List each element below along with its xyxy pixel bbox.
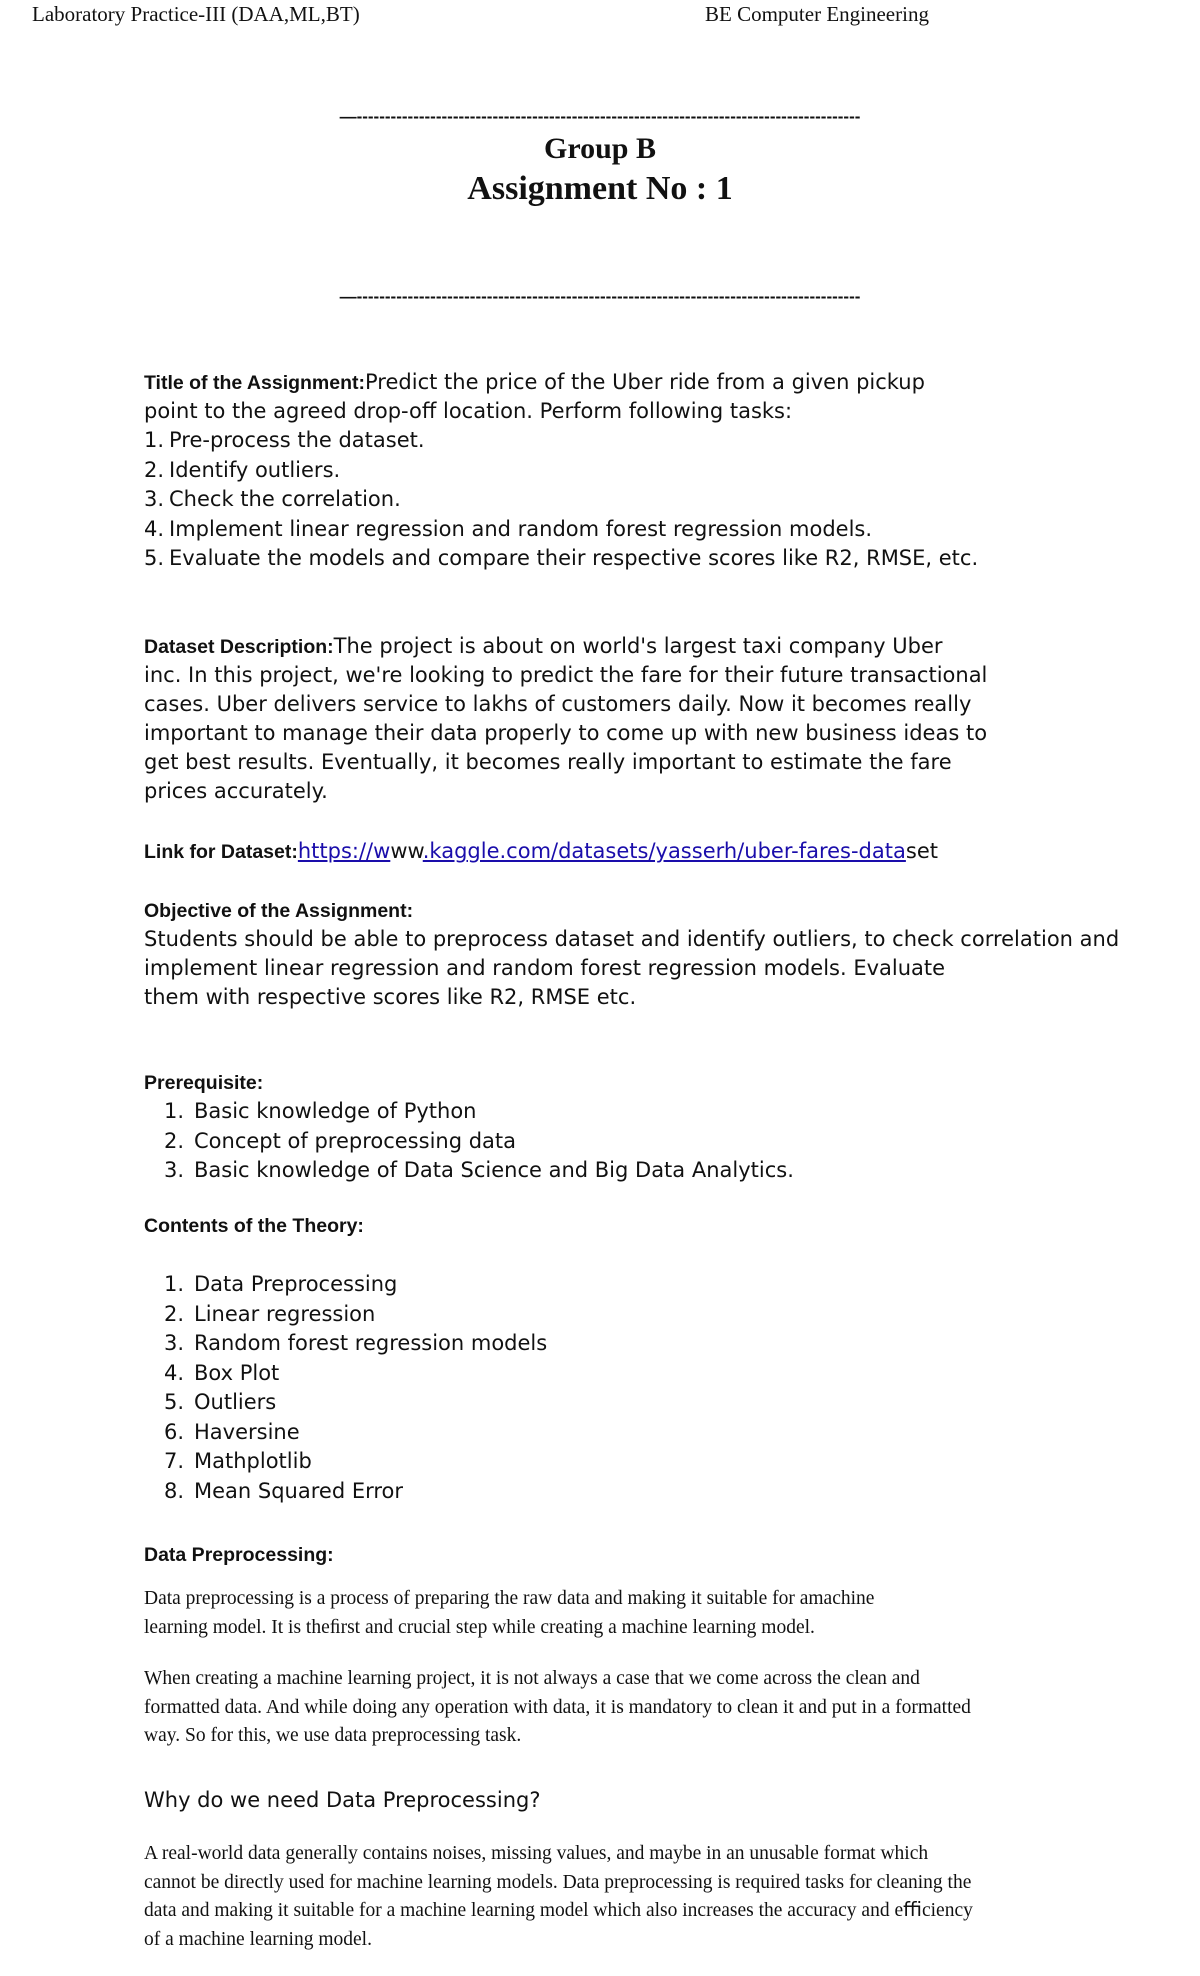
list-item: 1. Basic knowledge of Python xyxy=(163,1099,477,1123)
prerequisite-label: Prerequisite: xyxy=(144,1072,264,1094)
objective-line: implement linear regression and random forest regression models. Evaluate xyxy=(144,956,946,980)
dataset-line: get best results. Eventually, it becomes really important to estimate the fare xyxy=(144,750,952,774)
list-item: 2. Linear regression xyxy=(163,1301,376,1326)
paragraph: When creating a machine learning project, it is not always a case that we come across the clean and formatted data. And while doing any operation with data, it is mandatory to clean it and put in a formatted way. So for this, we use data preprocessing task. xyxy=(144,1668,971,1746)
divider-top: —----------------------------------------------------------------------------------------- xyxy=(339,107,861,126)
list-item: 1. Data Preprocessing xyxy=(163,1272,398,1296)
assignment-number: Assignment No : 1 xyxy=(467,170,733,207)
dataset-line: important to manage their data properly to come up with new business ideas to xyxy=(144,721,988,745)
list-item: 6. Haversine xyxy=(163,1419,300,1444)
assignment-title-label: Title of the Assignment: xyxy=(144,372,366,394)
contents-label: Contents of the Theory: xyxy=(144,1215,364,1237)
dataset-line: prices accurately. xyxy=(144,779,328,803)
header-right: BE Computer Engineering xyxy=(705,2,929,26)
task-list xyxy=(144,426,978,574)
dataset-line: inc. In this project, we're looking to predict the fare for their future transactional xyxy=(144,663,988,687)
data-preprocessing-label: Data Preprocessing: xyxy=(144,1544,334,1566)
paragraph: Data preprocessing is a process of preparing the raw data and making it suitable for amachine learning model. It is theﬁrst and crucial step while creating a machine learning model. xyxy=(144,1588,875,1638)
assignment-title-text1: Predict the price of the Uber ride from a given pickup xyxy=(365,370,925,394)
dataset-link-line: Link for Dataset:https://www.kaggle.com/datasets/yasserh/uber-fares-dataset xyxy=(144,839,938,863)
list-item: 7. Mathplotlib xyxy=(163,1449,312,1473)
dataset-link-rest[interactable]: .kaggle.com/datasets/yasserh/uber-fares-data xyxy=(422,839,906,863)
objective-line: them with respective scores like R2, RMSE etc. xyxy=(144,985,637,1009)
list-item: 4. Implement linear regression and random forest regression models. xyxy=(144,516,873,541)
list-item: 3. Random forest regression models xyxy=(163,1331,548,1355)
dataset-label: Dataset Description: xyxy=(144,636,334,658)
objective-line: Students should be able to preprocess dataset and identify outliers, to check correlation and xyxy=(144,927,1120,951)
objective-label: Objective of the Assignment: xyxy=(144,900,414,922)
list-item: 2. Concept of preprocessing data xyxy=(163,1128,517,1153)
list-item: 1. Pre-process the dataset. xyxy=(144,428,425,452)
dataset-line: cases. Uber delivers service to lakhs of customers daily. Now it becomes really xyxy=(144,692,972,716)
dataset-link[interactable]: https://w xyxy=(297,839,391,863)
list-item: 3. Basic knowledge of Data Science and Big Data Analytics. xyxy=(163,1158,794,1182)
dataset-line1: Dataset Description:The project is about on world's largest taxi company Uber xyxy=(144,634,943,658)
divider-bottom: —----------------------------------------------------------------------------------------- xyxy=(339,287,861,306)
dataset-link-label: Link for Dataset: xyxy=(144,841,298,863)
contents-list xyxy=(144,1270,547,1506)
list-item: 2. Identify outliers. xyxy=(144,457,341,482)
list-item: 4. Box Plot xyxy=(163,1360,280,1385)
list-item: 5. Outliers xyxy=(163,1390,277,1414)
header-left: Laboratory Practice-III (DAA,ML,BT) xyxy=(32,2,360,26)
group-title: Group B xyxy=(544,132,656,165)
assignment-title-line1 xyxy=(144,368,925,398)
why-heading: Why do we need Data Preprocessing? xyxy=(144,1788,541,1812)
prerequisite-list xyxy=(144,1097,794,1186)
paragraph: A real-world data generally contains noises, missing values, and maybe in an unusable format which cannot be directly used for machine learning models. Data preprocessing is required tasks for cleaning the data and making it suitable for a machine learning model which also increases the accuracy and eﬃciency of a machine learning model. xyxy=(144,1843,973,1950)
assignment-title-line2: point to the agreed drop-off location. Perform following tasks: xyxy=(144,399,793,423)
list-item: 5. Evaluate the models and compare their respective scores like R2, RMSE, etc. xyxy=(144,546,979,570)
list-item: 3. Check the correlation. xyxy=(144,487,401,511)
list-item: 8. Mean Squared Error xyxy=(163,1478,404,1503)
